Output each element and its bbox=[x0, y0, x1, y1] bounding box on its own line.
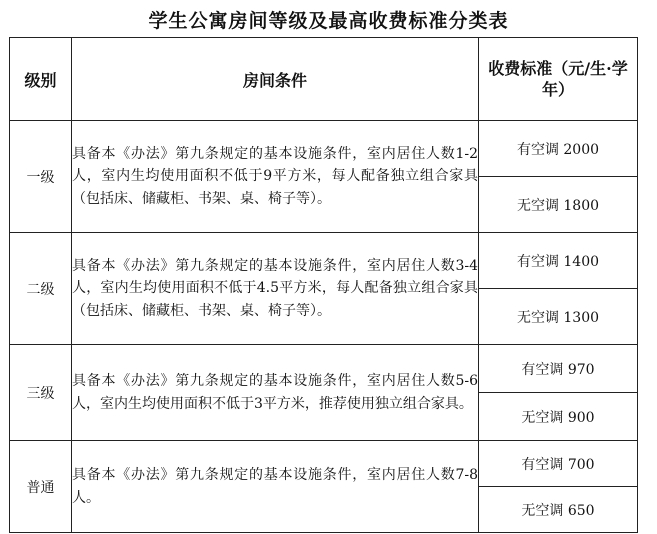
condition-cell: 具备本《办法》第九条规定的基本设施条件，室内居住人数7-8人。 bbox=[72, 441, 479, 533]
table-row bbox=[10, 121, 638, 177]
fee-ac-cell: 有空调 700 bbox=[479, 441, 638, 487]
fee-ac-cell: 有空调 2000 bbox=[479, 121, 638, 177]
table-row bbox=[10, 233, 638, 289]
fee-noac-cell: 无空调 900 bbox=[479, 393, 638, 441]
table-row bbox=[10, 441, 638, 487]
table-row bbox=[10, 345, 638, 393]
fee-ac-cell: 有空调 1400 bbox=[479, 233, 638, 289]
header-grade: 级别 bbox=[10, 38, 72, 121]
fee-ac-cell: 有空调 970 bbox=[479, 345, 638, 393]
condition-cell: 具备本《办法》第九条规定的基本设施条件，室内居住人数1-2人，室内生均使用面积不低于9平方米，每人配备独立组合家具（包括床、储藏柜、书架、桌、椅子等）。 bbox=[72, 121, 479, 233]
header-fee: 收费标准（元/生·学年） bbox=[479, 38, 638, 121]
header-row bbox=[10, 38, 638, 121]
condition-cell: 具备本《办法》第九条规定的基本设施条件，室内居住人数5-6人，室内生均使用面积不低于3平方米，推荐使用独立组合家具。 bbox=[72, 345, 479, 441]
fee-noac-cell: 无空调 1300 bbox=[479, 289, 638, 345]
fee-noac-cell: 无空调 650 bbox=[479, 487, 638, 533]
header-condition: 房间条件 bbox=[72, 38, 479, 121]
fee-standard-table bbox=[9, 37, 638, 533]
fee-noac-cell: 无空调 1800 bbox=[479, 177, 638, 233]
grade-cell: 一级 bbox=[10, 121, 72, 233]
condition-cell: 具备本《办法》第九条规定的基本设施条件，室内居住人数3-4人，室内生均使用面积不低于4.5平方米，每人配备独立组合家具（包括床、储藏柜、书架、桌、椅子等）。 bbox=[72, 233, 479, 345]
grade-cell: 三级 bbox=[10, 345, 72, 441]
grade-cell: 二级 bbox=[10, 233, 72, 345]
table-title: 学生公寓房间等级及最高收费标准分类表 bbox=[148, 10, 509, 32]
grade-cell: 普通 bbox=[10, 441, 72, 533]
